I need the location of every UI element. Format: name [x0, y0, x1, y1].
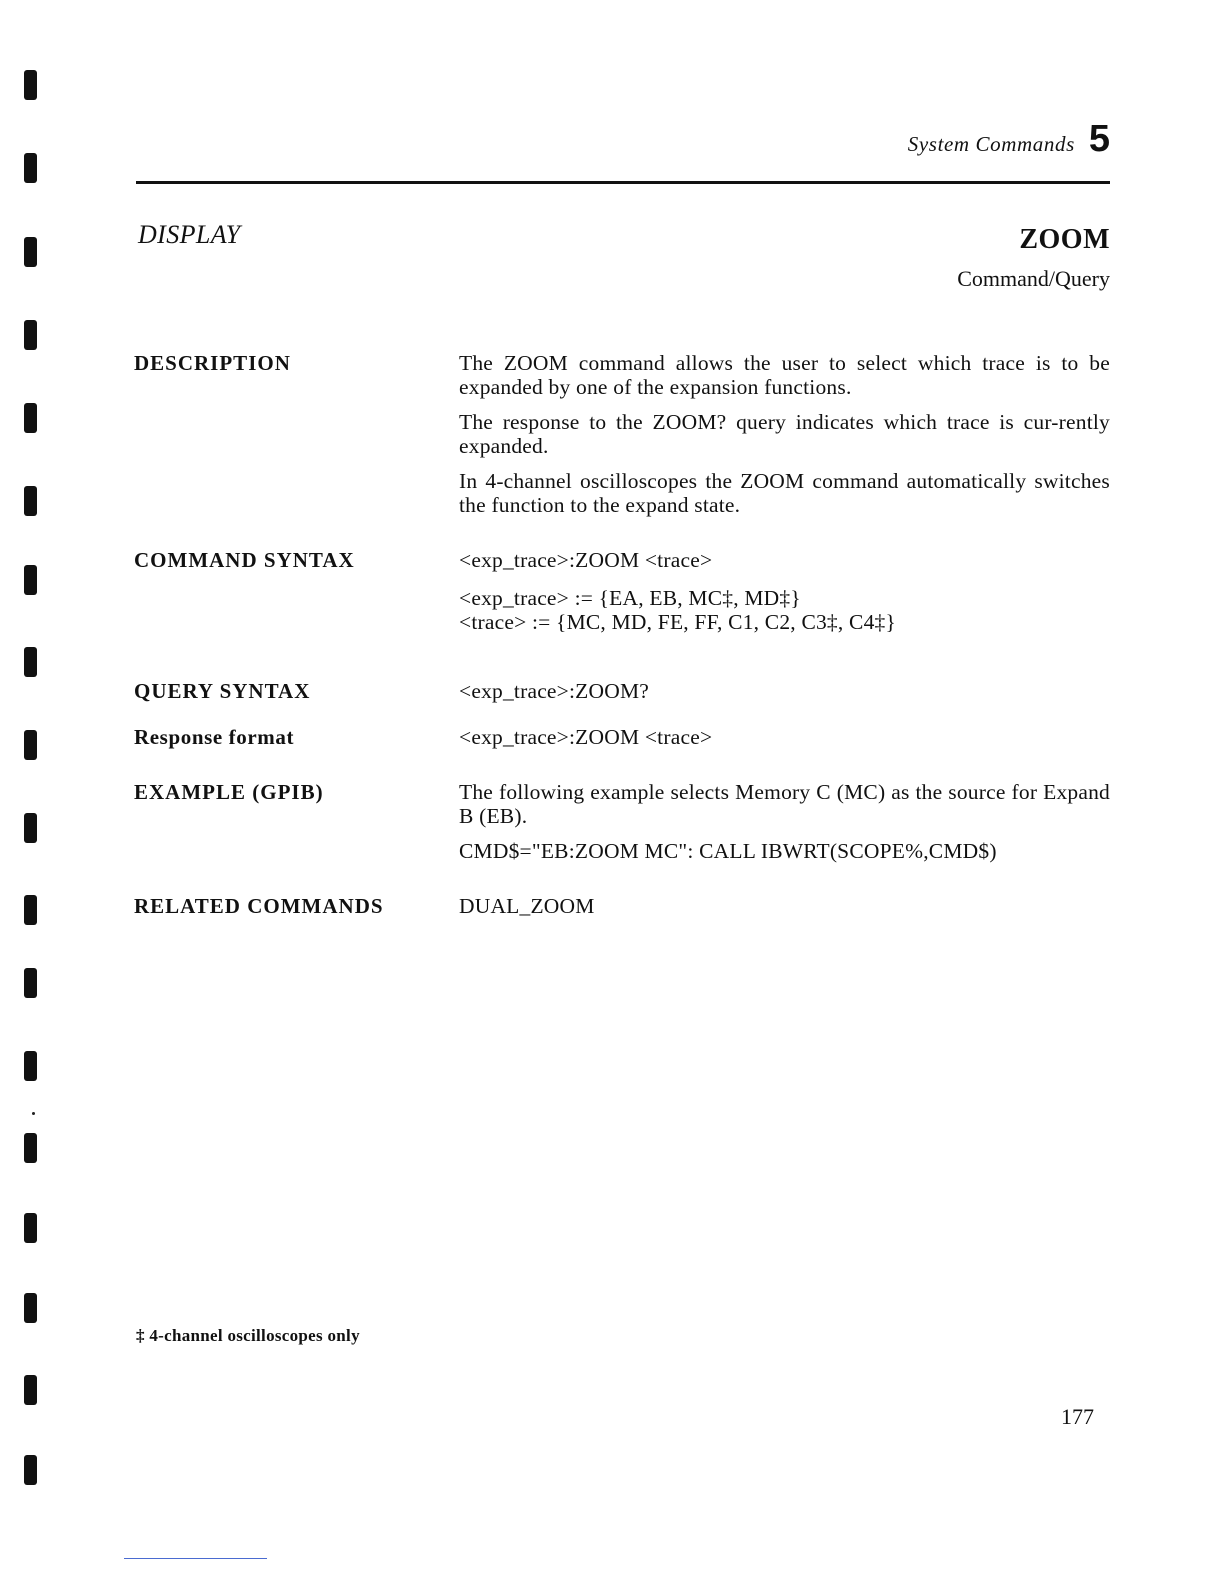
punch-hole	[24, 813, 37, 843]
command-syntax-body	[459, 548, 1110, 634]
description-body	[459, 351, 1110, 528]
header-rule	[136, 181, 1110, 184]
description-label: DESCRIPTION	[134, 351, 291, 375]
query-syntax-label: QUERY SYNTAX	[134, 679, 311, 703]
command-category: DISPLAY	[138, 220, 241, 249]
punch-hole	[24, 1293, 37, 1323]
page-number: 177	[1061, 1404, 1094, 1429]
running-header	[908, 118, 1110, 161]
response-format-line: <exp_trace>:ZOOM <trace>	[459, 725, 713, 749]
punch-hole	[24, 647, 37, 677]
punch-hole	[24, 1213, 37, 1243]
scan-speck	[32, 1112, 35, 1115]
example-body	[459, 780, 1110, 863]
example-code: CMD$="EB:ZOOM MC": CALL IBWRT(SCOPE%,CMD$)	[459, 839, 997, 863]
example-label: EXAMPLE (GPIB)	[134, 780, 324, 804]
command-syntax-label: COMMAND SYNTAX	[134, 548, 355, 572]
punch-hole	[24, 70, 37, 100]
related-commands-label: RELATED COMMANDS	[134, 894, 384, 918]
punch-hole	[24, 403, 37, 433]
punch-hole	[24, 320, 37, 350]
punch-hole	[24, 968, 37, 998]
footnote: ‡ 4-channel oscilloscopes only	[136, 1326, 360, 1345]
punch-hole	[24, 565, 37, 595]
binder-punch-holes	[24, 0, 44, 1584]
response-format-label: Response format	[134, 725, 295, 749]
bottom-rule	[124, 1558, 267, 1559]
command-type: Command/Query	[957, 266, 1110, 291]
punch-hole	[24, 895, 37, 925]
punch-hole	[24, 1051, 37, 1081]
related-command: DUAL_ZOOM	[459, 894, 595, 918]
punch-hole	[24, 1133, 37, 1163]
punch-hole	[24, 1455, 37, 1485]
syntax-definition: <trace> := {MC, MD, FE, FF, C1, C2, C3‡, C4‡}	[459, 610, 896, 634]
response-format-body	[459, 725, 1110, 749]
description-paragraph: In 4-channel oscilloscopes the ZOOM command automatically switches the function to the expand state.	[459, 469, 1110, 517]
punch-hole	[24, 237, 37, 267]
section-name: System Commands	[907, 132, 1075, 156]
example-text: The following example selects Memory C (MC) as the source for Expand B (EB).	[459, 780, 1110, 828]
command-syntax-line: <exp_trace>:ZOOM <trace>	[459, 548, 713, 572]
syntax-definition: <exp_trace> := {EA, EB, MC‡, MD‡}	[459, 586, 801, 610]
description-paragraph: The ZOOM command allows the user to select which trace is to be expanded by one of the expansion functions.	[459, 351, 1110, 399]
punch-hole	[24, 486, 37, 516]
description-paragraph: The response to the ZOOM? query indicates which trace is cur-rently expanded.	[459, 410, 1110, 458]
punch-hole	[24, 730, 37, 760]
command-title: ZOOM	[1019, 224, 1110, 255]
query-syntax-line: <exp_trace>:ZOOM?	[459, 679, 650, 703]
chapter-number: 5	[1088, 118, 1110, 160]
query-syntax-body	[459, 679, 1110, 703]
related-commands-body	[459, 894, 1110, 918]
punch-hole	[24, 153, 37, 183]
punch-hole	[24, 1375, 37, 1405]
